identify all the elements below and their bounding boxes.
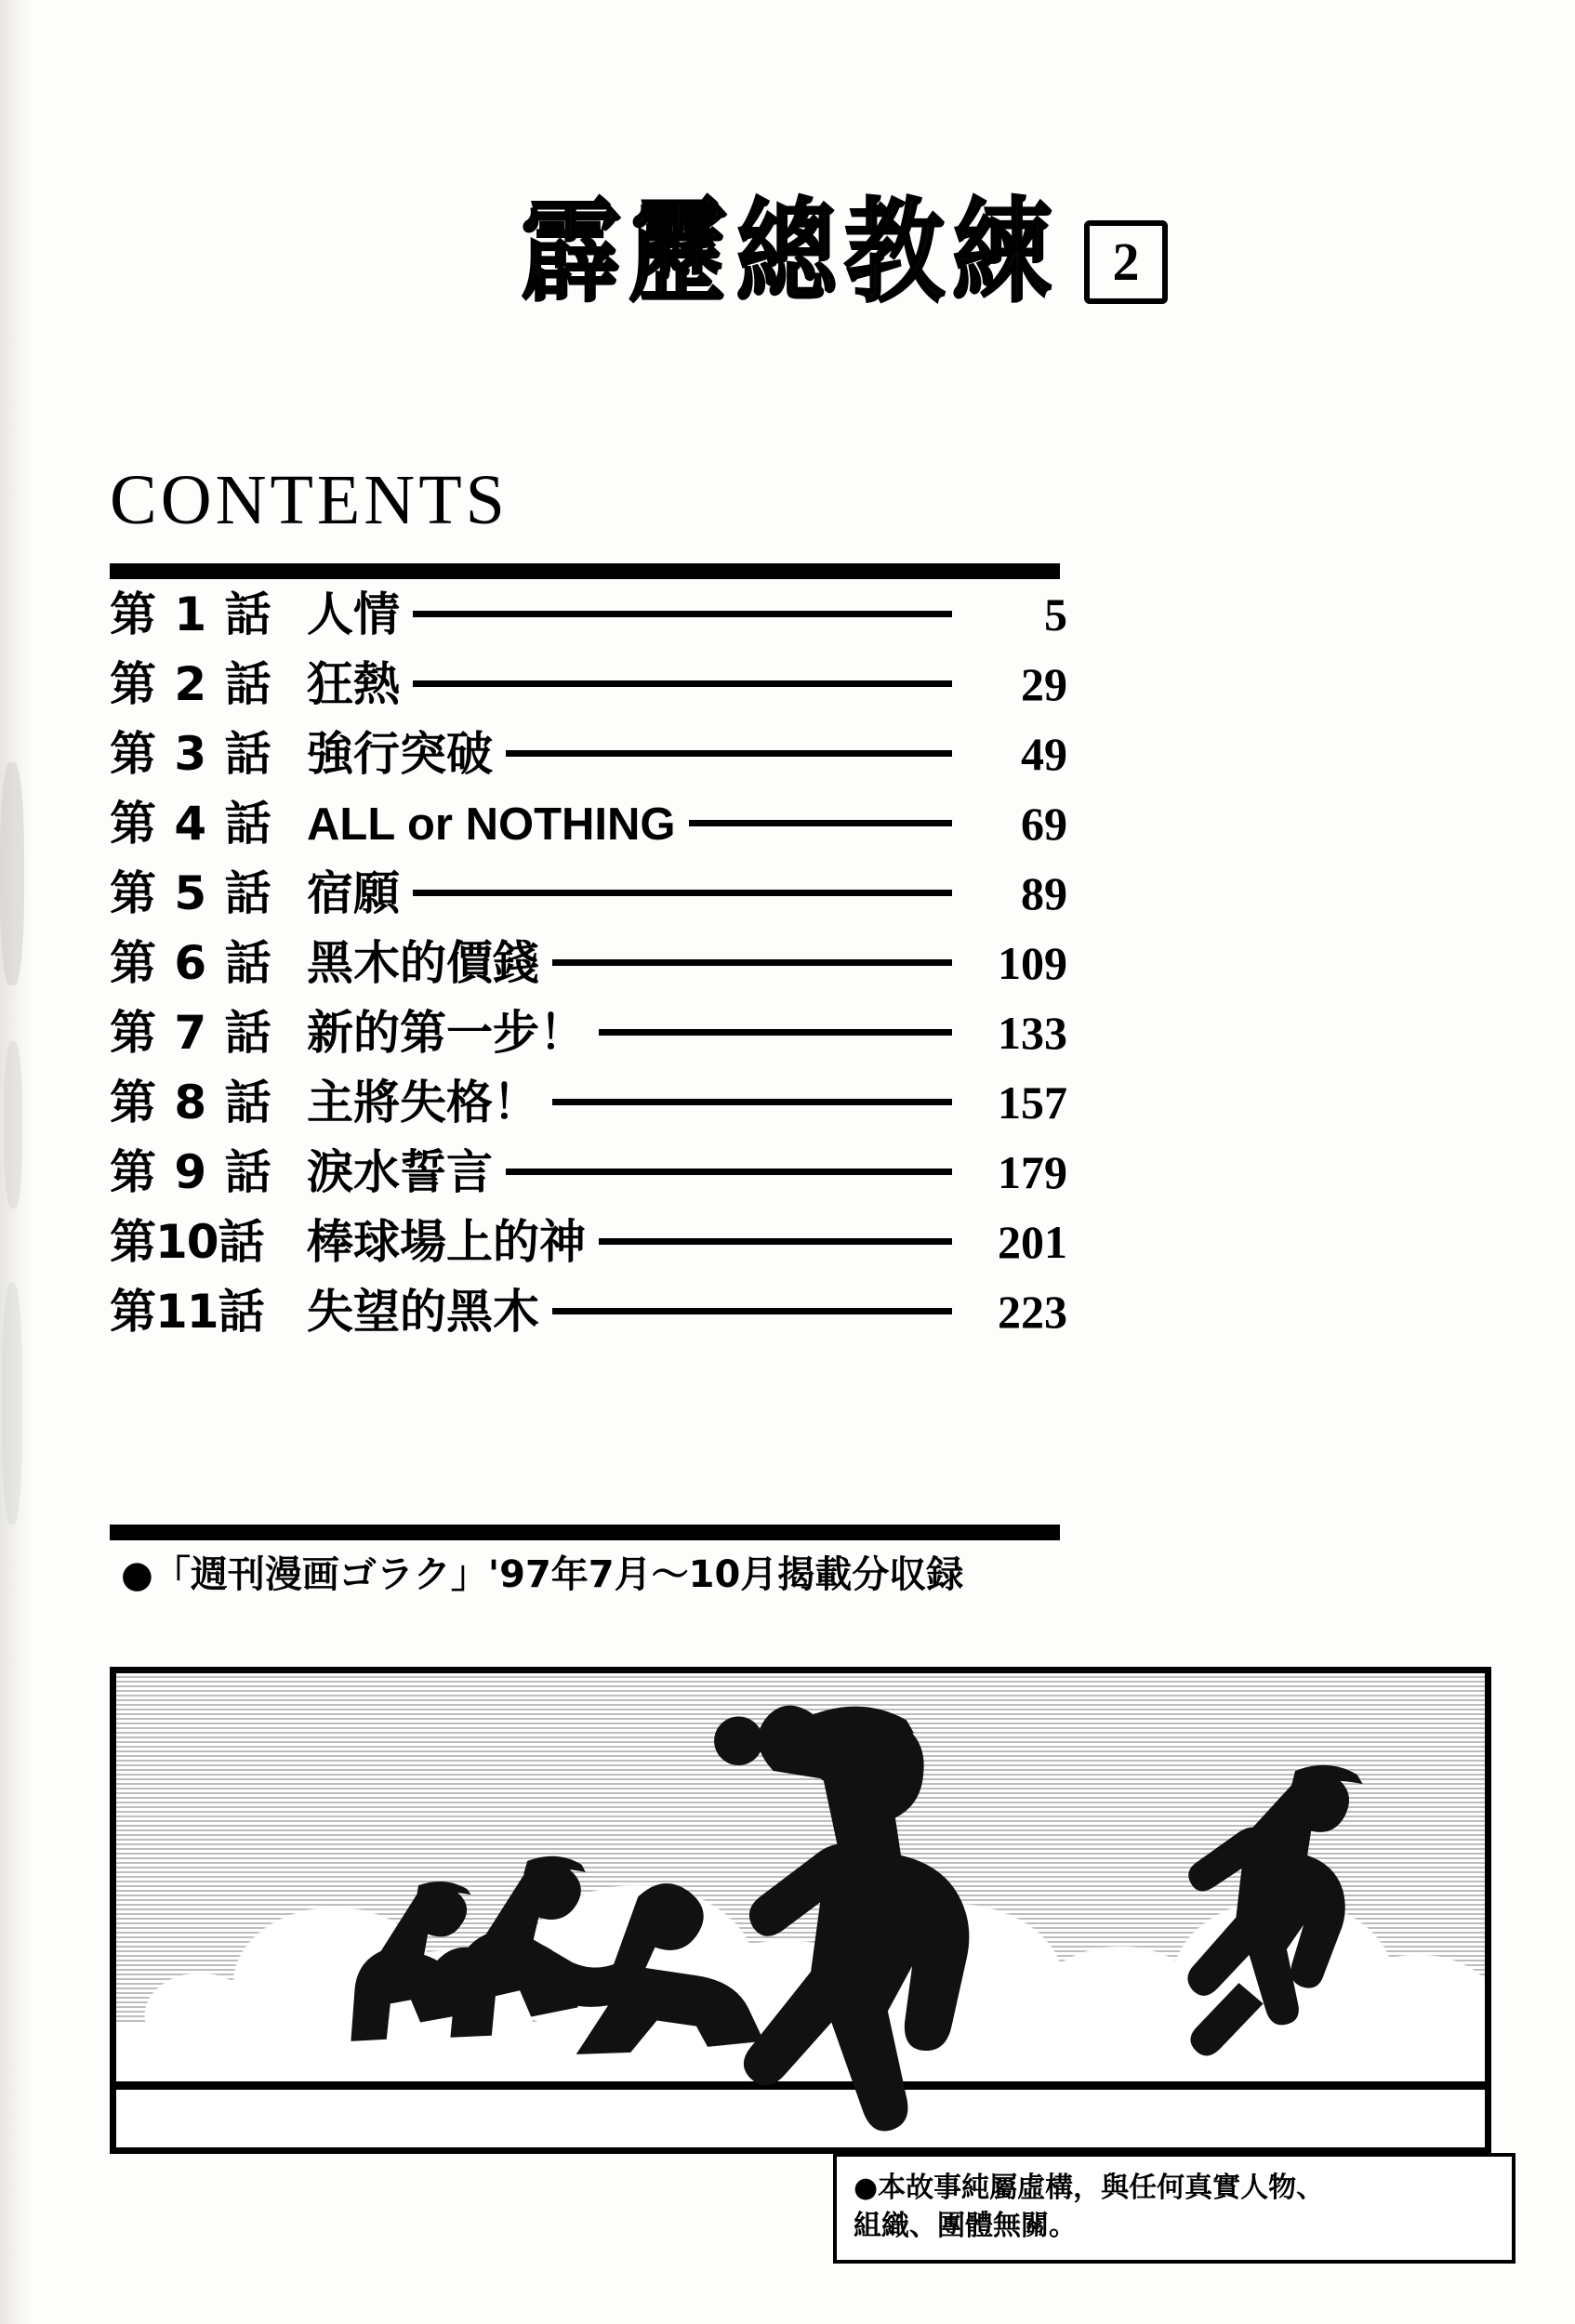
toc-entry[interactable] bbox=[110, 1145, 1067, 1219]
toc-leader-line bbox=[689, 820, 952, 826]
paper-smudge bbox=[4, 1041, 22, 1208]
toc-leader-line bbox=[552, 1308, 952, 1314]
toc-entry[interactable] bbox=[110, 1076, 1067, 1149]
toc-chapter-title: ALL or NOTHING bbox=[307, 799, 676, 850]
toc-page-number: 223 bbox=[998, 1286, 1067, 1338]
toc-entry[interactable] bbox=[110, 797, 1067, 870]
book-title: 霹靂總教練 bbox=[521, 187, 1061, 318]
disclaimer-line-1: ●本故事純屬虛構，與任何真實人物、 bbox=[854, 2172, 1325, 2204]
toc-chapter-number: 第10話 bbox=[110, 1215, 264, 1269]
contents-top-rule bbox=[110, 563, 1060, 579]
toc-entry[interactable] bbox=[110, 866, 1067, 940]
toc-chapter-number: 第 1 話 bbox=[110, 588, 272, 641]
toc-chapter-number: 第 3 話 bbox=[110, 727, 272, 781]
toc-leader-line bbox=[506, 750, 952, 757]
contents-bottom-rule bbox=[110, 1525, 1060, 1540]
table-of-contents bbox=[110, 588, 1067, 1358]
toc-chapter-number: 第 9 話 bbox=[110, 1145, 272, 1199]
toc-leader-line bbox=[599, 1238, 952, 1245]
toc-leader-line bbox=[413, 680, 952, 687]
illustration-panel bbox=[110, 1667, 1491, 2154]
toc-leader-line bbox=[413, 890, 952, 896]
toc-chapter-number: 第 8 話 bbox=[110, 1076, 272, 1129]
toc-chapter-title: 主將失格！ bbox=[307, 1076, 539, 1129]
toc-page-number: 109 bbox=[998, 937, 1067, 989]
toc-entry[interactable] bbox=[110, 657, 1067, 731]
toc-leader-line bbox=[552, 1099, 952, 1105]
toc-page-number: 157 bbox=[998, 1076, 1067, 1129]
toc-entry[interactable] bbox=[110, 936, 1067, 1010]
serialization-note: ●「週刊漫画ゴラク」'97年7月〜10月揭載分収録 bbox=[121, 1553, 964, 1596]
toc-page-number: 5 bbox=[1044, 588, 1067, 640]
toc-leader-line bbox=[552, 959, 952, 966]
toc-page-number: 201 bbox=[998, 1216, 1067, 1268]
toc-page-number: 89 bbox=[1021, 867, 1067, 919]
toc-leader-line bbox=[599, 1029, 952, 1036]
toc-entry[interactable] bbox=[110, 1006, 1067, 1079]
toc-chapter-title: 黑木的價錢 bbox=[307, 936, 539, 990]
toc-chapter-title: 狂熱 bbox=[307, 657, 400, 711]
toc-chapter-number: 第 5 話 bbox=[110, 866, 272, 920]
toc-chapter-title: 宿願 bbox=[307, 866, 400, 920]
toc-chapter-title: 人情 bbox=[307, 588, 400, 641]
disclaimer-box bbox=[833, 2153, 1515, 2264]
toc-chapter-title: 失望的黑木 bbox=[307, 1285, 539, 1339]
book-title-row bbox=[521, 187, 1168, 318]
toc-entry[interactable] bbox=[110, 1285, 1067, 1358]
toc-entry[interactable] bbox=[110, 588, 1067, 661]
toc-page-number: 49 bbox=[1021, 728, 1067, 780]
baseball-players-silhouettes bbox=[116, 1673, 1485, 2139]
contents-heading: CONTENTS bbox=[110, 461, 509, 539]
toc-entry[interactable] bbox=[110, 1215, 1067, 1288]
toc-page-number: 179 bbox=[998, 1146, 1067, 1198]
toc-page-number: 69 bbox=[1021, 798, 1067, 850]
toc-chapter-number: 第 7 話 bbox=[110, 1006, 272, 1060]
toc-chapter-title: 淚水誓言 bbox=[307, 1145, 493, 1199]
disclaimer-line-2: 組織、團體無關。 bbox=[854, 2209, 1077, 2242]
paper-smudge bbox=[2, 1283, 22, 1525]
toc-page-number: 133 bbox=[998, 1007, 1067, 1059]
toc-chapter-title: 新的第一步！ bbox=[307, 1006, 586, 1060]
toc-chapter-number: 第 6 話 bbox=[110, 936, 272, 990]
paper-smudge bbox=[0, 762, 24, 985]
volume-number-badge: 2 bbox=[1084, 220, 1168, 304]
toc-page-number: 29 bbox=[1021, 658, 1067, 710]
toc-chapter-title: 強行突破 bbox=[307, 727, 493, 781]
toc-entry[interactable] bbox=[110, 727, 1067, 800]
toc-chapter-number: 第11話 bbox=[110, 1285, 264, 1339]
toc-chapter-number: 第 4 話 bbox=[110, 797, 272, 851]
toc-chapter-number: 第 2 話 bbox=[110, 657, 272, 711]
toc-chapter-title: 棒球場上的神 bbox=[307, 1215, 586, 1269]
toc-leader-line bbox=[413, 611, 952, 617]
toc-leader-line bbox=[506, 1169, 952, 1175]
